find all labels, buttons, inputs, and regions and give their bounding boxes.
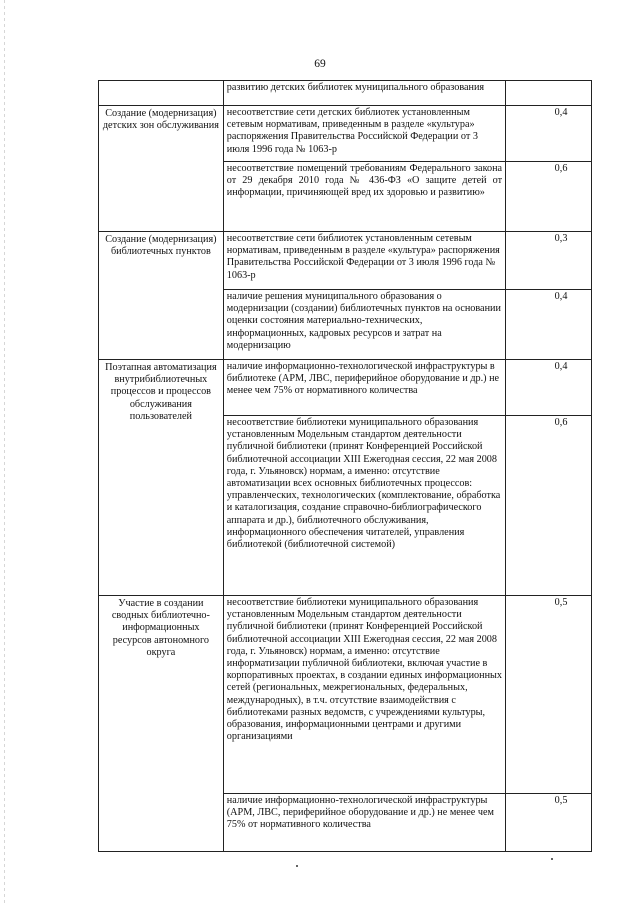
table-row (99, 106, 592, 162)
scan-margin-edge (4, 0, 5, 905)
criterion-text: несоответствие сети библиотек установленным сетевым нормативам, приведенным в разделе «культура» распоряжения Правительства Российской Федерации от 3 июля 1996 года № 1063-р (226, 233, 500, 281)
table-row (99, 596, 592, 794)
weight-value: 0,5 (554, 795, 568, 806)
weight-value: 0,3 (554, 233, 568, 244)
activity-name: Участие в создании сводных библиотечно-информационных ресурсов автономного округа (111, 598, 210, 658)
criterion-text: наличие информационно-технологической инфраструктуры (АРМ, ЛВС, периферийное оборудование и др.) не менее чем 75% от нормативного количества (226, 795, 494, 831)
criterion-cell (223, 416, 505, 596)
table-row (99, 232, 592, 290)
weight-value: 0,4 (554, 107, 568, 118)
activity-cell (99, 81, 224, 106)
criterion-cell (223, 162, 505, 232)
activity-name: Создание (модернизация) детских зон обслуживания (102, 108, 219, 132)
activity-cell (99, 106, 224, 232)
activity-cell (99, 360, 224, 596)
weight-value: 0,4 (554, 361, 568, 372)
weight-cell (506, 106, 592, 162)
activity-cell (99, 596, 224, 852)
criterion-text: несоответствие сети детских библиотек установленным сетевым нормативам, приведенным в разделе «культура» распоряжения Правительства Российской Федерации от 3 июля 1996 года № 1063-р (226, 107, 478, 155)
weight-cell (506, 232, 592, 290)
table-row (99, 360, 592, 416)
weight-cell (506, 794, 592, 852)
criterion-text: наличие информационно-технологической инфраструктуры в библиотеке (АРМ, ЛВС, периферийное оборудование и др.) не менее чем 75% от нормативного количества (226, 361, 500, 397)
weight-value: 0,6 (554, 417, 568, 428)
criterion-text: наличие решения муниципального образования о модернизации (создании) библиотечных пунктов на основании оценки состояния материально-технических, информационных, кадровых ресурсов и затрат на модернизацию (226, 291, 501, 351)
criterion-cell (223, 232, 505, 290)
criterion-text: несоответствие библиотеки муниципального образования установленным Модельным стандартом деятельности публичной библиотеки (принят Конференцией Российской библиотечной ассоциации XIII Ежегодная сессия, 22 мая 2008 года, г. Ульяновск) нормам, а именно: отсутствие автоматизации всех основных библиотечных процессов: управленческих, технологических (комплектование, обработка и каталогизация, создание справочно-библиографического аппарата и др.), библиотечного обслуживания, информационного обеспечения читателей, управления библиотекой (библиотечной системой) (226, 417, 501, 551)
activity-name: Создание (модернизация) библиотечных пунктов (105, 234, 217, 258)
table-row (99, 81, 592, 106)
weight-cell (506, 596, 592, 794)
page-number: 69 (314, 58, 326, 70)
weight-cell (506, 81, 592, 106)
criterion-cell (223, 794, 505, 852)
criterion-text: несоответствие библиотеки муниципального образования установленным Модельным стандартом деятельности публичной библиотеки (принят Конференцией Российской библиотечной ассоциации XIII Ежегодная сессия, 22 мая 2008 года, г. Ульяновск) нормам, а именно: отсутствие информатизации публичной библиотеки, включая участие в корпоративных проектах, в создании единых информационных сетей (региональных, межрегиональных, федеральных, международных), в т.ч. отсутствие взаимодействия с библиотеками разных ведомств, с учреждениями культуры, образования, информационными центрами и другими организациями (226, 597, 502, 743)
weight-cell (506, 162, 592, 232)
scan-speck (551, 858, 553, 860)
criterion-cell (223, 360, 505, 416)
criterion-cell (223, 81, 505, 106)
criteria-table (98, 80, 592, 852)
criterion-cell (223, 596, 505, 794)
criterion-text: несоответствие помещений требованиям Федерального закона от 29 декабря 2010 года № 436-ФЗ «О защите детей от информации, причиняющей вред их здоровью и развитию» (226, 163, 503, 199)
weight-value: 0,6 (554, 163, 568, 174)
weight-cell (506, 416, 592, 596)
scan-speck (296, 865, 298, 867)
weight-cell (506, 290, 592, 360)
activity-cell (99, 232, 224, 360)
criterion-text: развитию детских библиотек муниципального образования (226, 82, 485, 93)
criterion-cell (223, 106, 505, 162)
weight-value: 0,5 (554, 597, 568, 608)
criterion-cell (223, 290, 505, 360)
weight-cell (506, 360, 592, 416)
activity-name: Поэтапная автоматизация внутрибиблиотечных процессов и процессов обслуживания пользователей (105, 362, 217, 422)
weight-value: 0,4 (554, 291, 568, 302)
